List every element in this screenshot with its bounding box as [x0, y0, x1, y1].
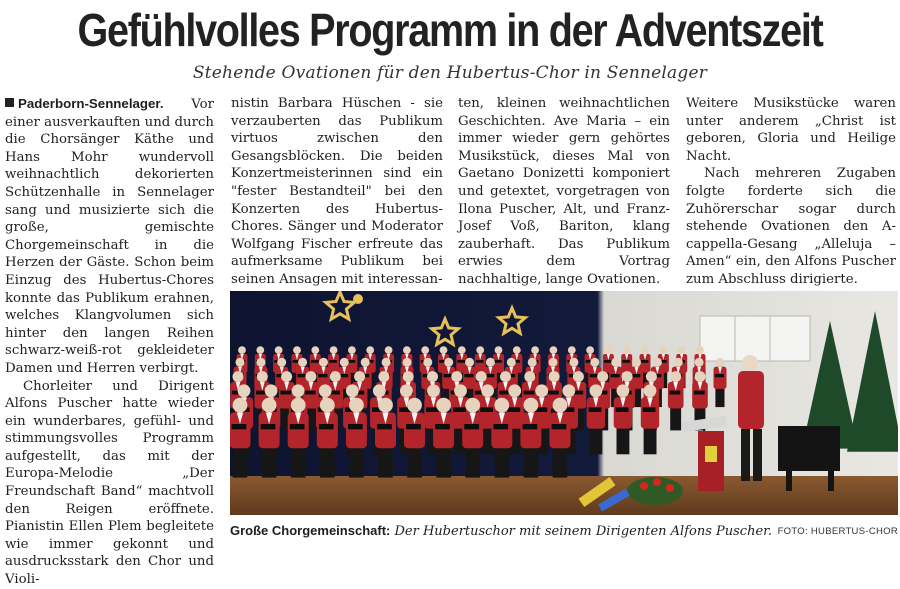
article-dateline: Paderborn-Sennelager. [18, 96, 164, 111]
article-subheadline: Stehende Ovationen für den Hubertus-Chor in Sennelager [192, 63, 708, 83]
lectern-with-crest [698, 431, 724, 491]
article-column-2 [231, 95, 443, 289]
choir-photo [230, 291, 898, 515]
article-column-1 [5, 95, 214, 589]
paragraph: nistin Barbara Hüschen - sie verzauberten das Publikum virtuos zwischen den Gesangsblöcken. Die beiden Konzertmeisterinnen sind ein "fester Bestandteil" bei den Konzerten des Hubertus-Chores. Sänger und Moderator Wolfgang Fischer erfreute das aufmerksame Publikum bei seinen Ansagen mit interessan- [231, 96, 443, 287]
paragraph [5, 95, 214, 378]
choir-photo-illustration [230, 291, 898, 515]
photo-credit: FOTO: HUBERTUS-CHOR [777, 526, 898, 537]
photo-caption [230, 522, 898, 541]
paragraph: Chorleiter und Dirigent Alfons Puscher hatte wieder ein wunderbares, gefühl- und stimmungsvolles Programm aufgestellt, das mit der Europa-Melodie „Der Freundschaft Band“ machtvoll den Reigen eröffnete. Pianistin Ellen Plem begleitete wie immer gekonnt und ausdrucksstark den Chor und Violi- [5, 378, 214, 588]
article-column-3 [458, 95, 670, 289]
article-column-4 [686, 95, 896, 289]
bullet-square-icon [5, 98, 14, 107]
paragraph: Weitere Musikstücke waren unter anderem „Christ ist geboren, Gloria und Heilige Nacht. [686, 96, 896, 164]
window [700, 316, 810, 361]
caption-lead: Große Chorgemeinschaft: [230, 523, 391, 538]
stage-floor [230, 476, 898, 515]
caption-text: Der Hubertuschor mit seinem Dirigenten Alfons Puscher. [394, 524, 773, 539]
article-headline: Gefühlvolles Programm in der Adventszeit [77, 4, 823, 56]
paragraph-text: Vor einer ausverkauften und durch die Chorsänger Käthe und Hans Mohr wundervoll weihnachtlich dekorierten Schützenhalle in Sennelager sang und musizierte sich die große, gemischte Chorgemeinschaft in die Herzen der Gäste. Schon beim Einzug des Hubertus-Chores konnte das Publikum erahnen, welches Klangvolumen sich hinter den langen Reihen schwarz-weiß-rot gekleideter Damen und Herren verbirgt. [5, 97, 214, 376]
paragraph: ten, kleinen weihnachtlichen Geschichten. Ave Maria – ein immer wieder gern gehörtes Musikstück, dieses Mal von Gaetano Donizetti komponiert und getextet, vorgetragen von Ilona Puscher, Alt, und Franz-Josef Voß, Bariton, klang zauberhaft. Das Publikum erwies dem Vortrag nachhaltige, lange Ovationen. [458, 96, 670, 287]
paragraph: Nach mehreren Zugaben folgte forderte sich die Zuhörerschar sogar durch stehende Ovationen den A-cappella-Gesang „Alleluja – Amen“ ein, den Alfons Puscher zum Abschluss dirigierte. [686, 166, 896, 287]
